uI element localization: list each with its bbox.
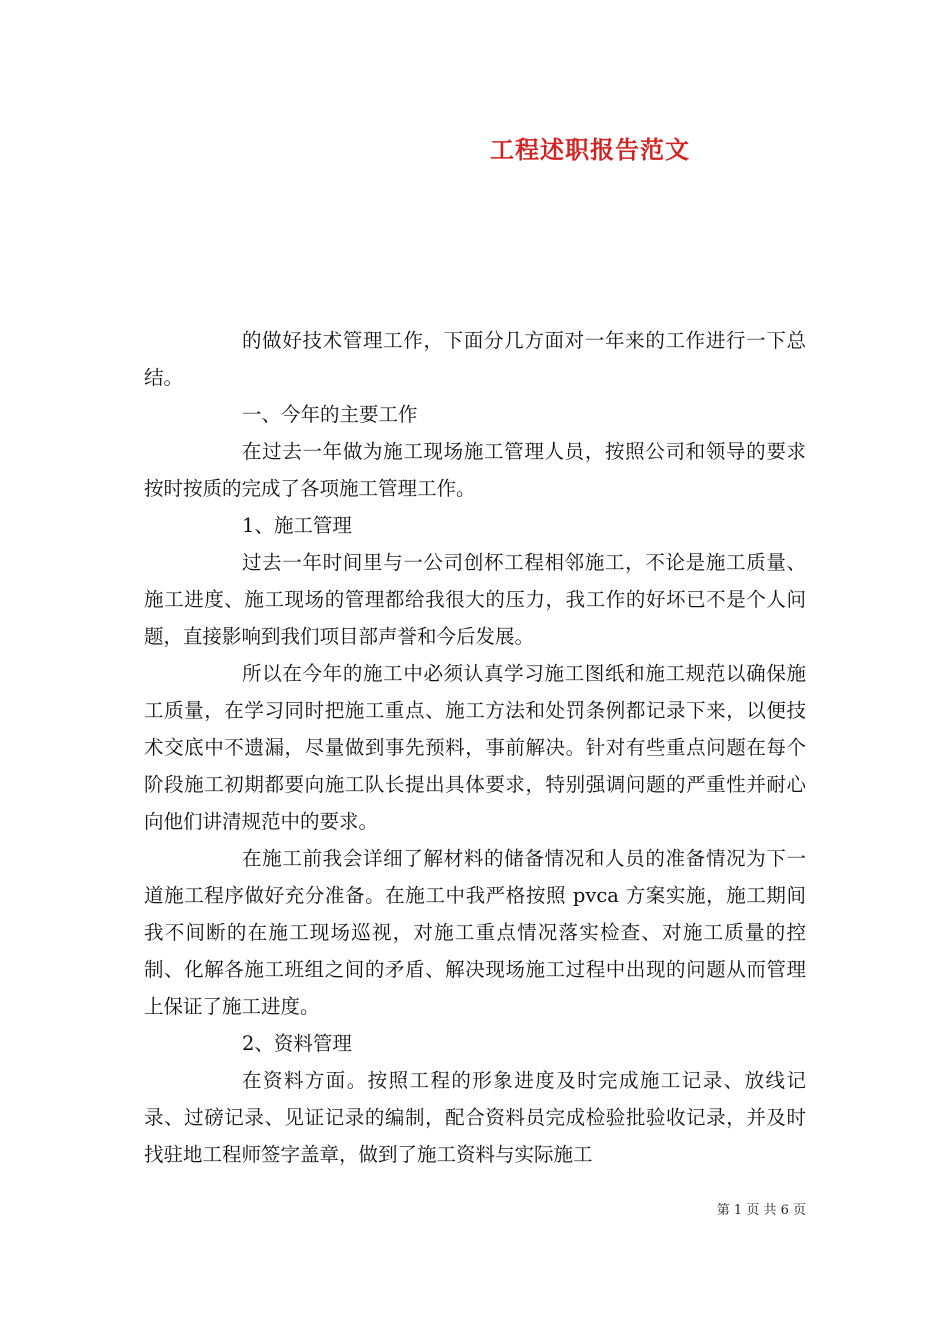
paragraph: 在施工前我会详细了解材料的储备情况和人员的准备情况为下一道施工程序做好充分准备。在施工中我严格按照 pvca 方案实施，施工期间我不间断的在施工现场巡视，对施工重点情况落实检查、对施工质量的控制、化解各施工班组之间的矛盾、解决现场施工过程中出现的问题从而管理上保证了施工进度。 [144, 847, 806, 1018]
document-body [144, 322, 806, 1173]
paragraph: 过去一年时间里与一公司创杯工程相邻施工，不论是施工质量、施工进度、施工现场的管理都给我很大的压力，我工作的好坏已不是个人问题，直接影响到我们项目部声誉和今后发展。 [144, 551, 806, 648]
paragraph: 的做好技术管理工作，下面分几方面对一年来的工作进行一下总结。 [144, 329, 806, 389]
paragraph: 所以在今年的施工中必须认真学习施工图纸和施工规范以确保施工质量，在学习同时把施工重点、施工方法和处罚条例都记录下来，以便技术交底中不遗漏，尽量做到事先预料，事前解决。针对有些重点问题在每个阶段施工初期都要向施工队长提出具体要求，特别强调问题的严重性并耐心向他们讲清规范中的要求。 [144, 662, 806, 833]
document-title: 工程述职报告范文 [490, 135, 690, 164]
subsection-heading: 2、资料管理 [242, 1032, 352, 1055]
section-heading: 一、今年的主要工作 [242, 403, 418, 426]
paragraph: 在资料方面。按照工程的形象进度及时完成施工记录、放线记录、过磅记录、见证记录的编制，配合资料员完成检验批验收记录，并及时找驻地工程师签字盖章，做到了施工资料与实际施工 [144, 1069, 806, 1166]
page-number: 第 1 页 共 6 页 [716, 1203, 806, 1218]
subsection-heading: 1、施工管理 [242, 514, 352, 537]
paragraph: 在过去一年做为施工现场施工管理人员，按照公司和领导的要求按时按质的完成了各项施工管理工作。 [144, 440, 806, 500]
